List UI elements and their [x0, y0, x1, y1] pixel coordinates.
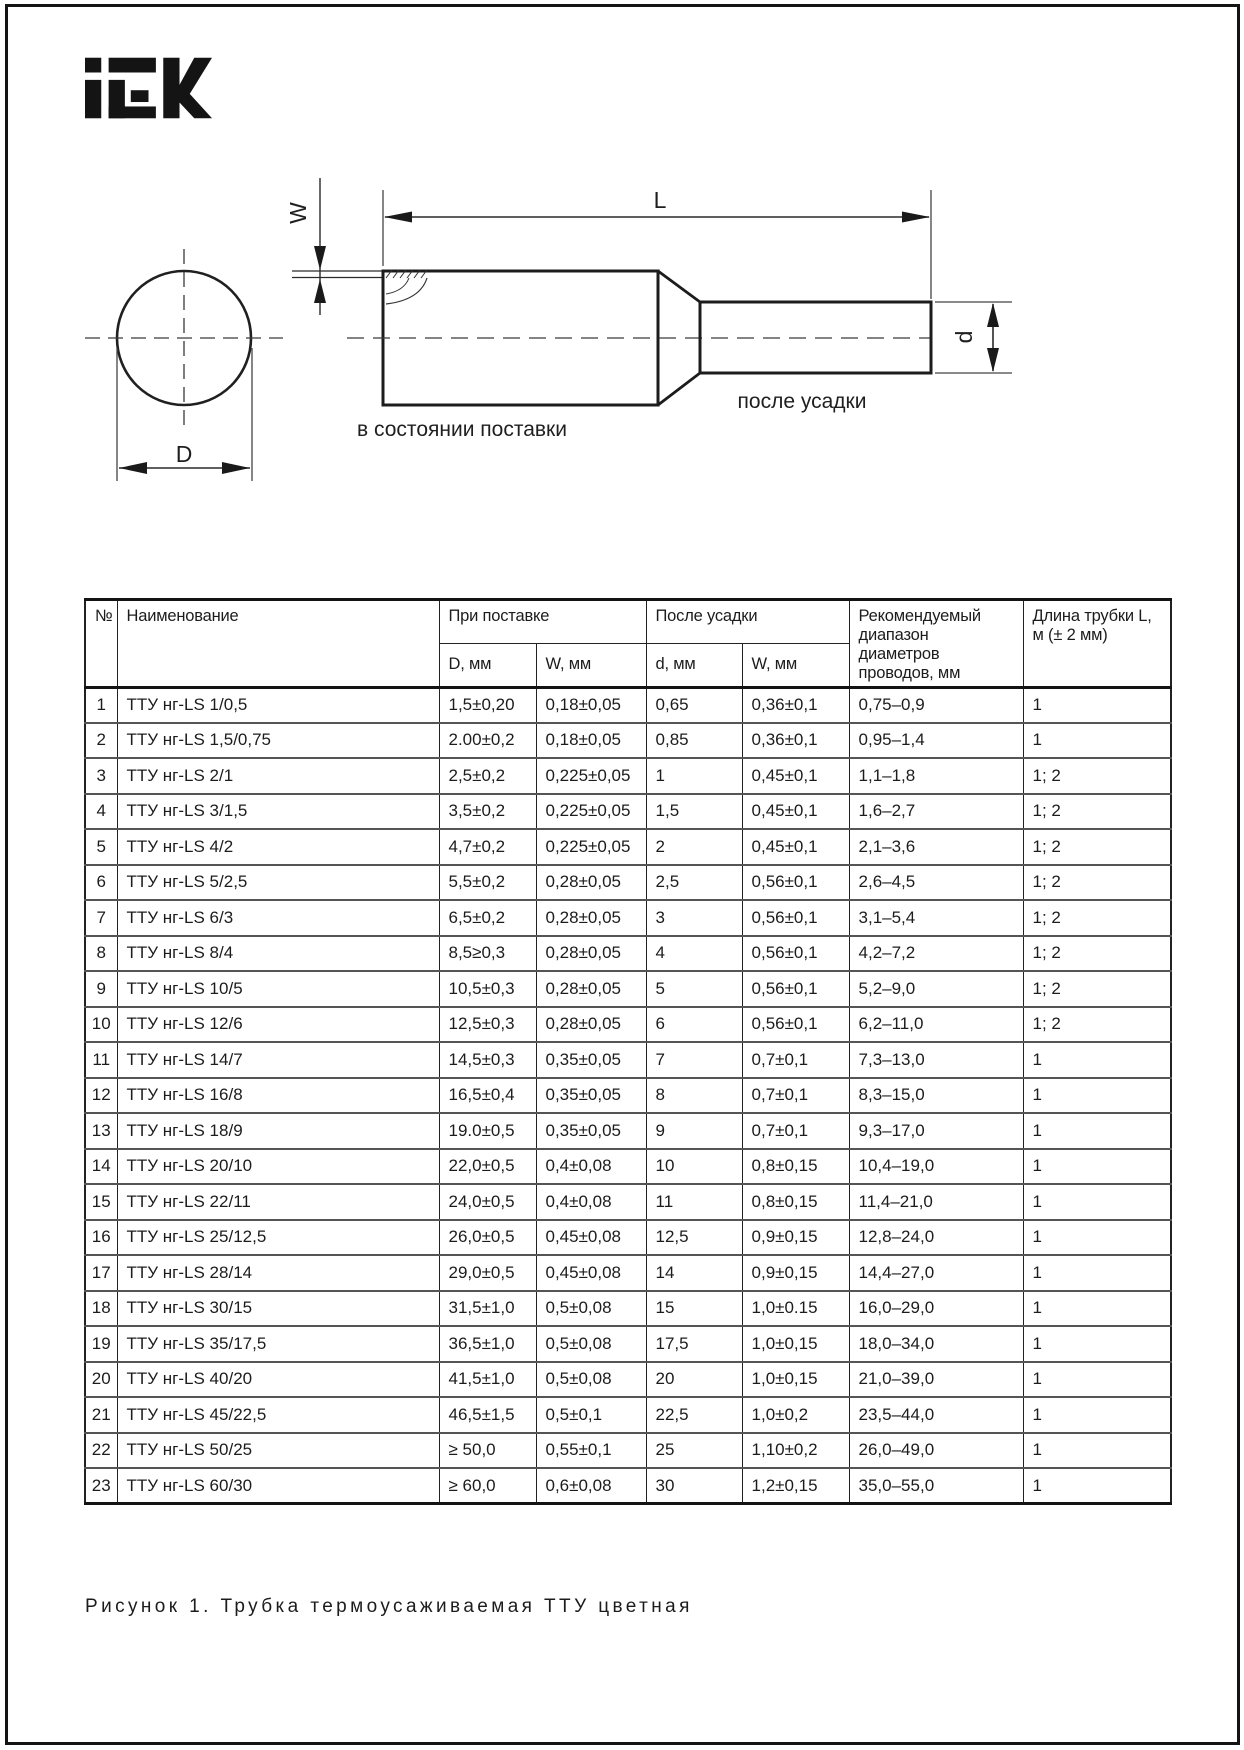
- cell-shrunk-d: 9: [646, 1113, 742, 1149]
- cell-shrunk-W: 0,36±0,1: [742, 723, 849, 759]
- cell-supply-D: 2.00±0,2: [439, 723, 536, 759]
- cell-length: 1: [1023, 1220, 1171, 1256]
- cell-shrunk-W: 0,45±0,1: [742, 829, 849, 865]
- cell-name: ТТУ нг-LS 2/1: [117, 758, 439, 794]
- cell-number: 4: [85, 794, 117, 830]
- cell-number: 16: [85, 1220, 117, 1256]
- table-row: [85, 936, 1171, 972]
- cell-name: ТТУ нг-LS 25/12,5: [117, 1220, 439, 1256]
- cell-supply-D: 14,5±0,3: [439, 1042, 536, 1078]
- cell-name: ТТУ нг-LS 30/15: [117, 1291, 439, 1327]
- cell-number: 2: [85, 723, 117, 759]
- cell-name: ТТУ нг-LS 16/8: [117, 1078, 439, 1114]
- tube-diagram: [0, 120, 1244, 620]
- cell-length: 1: [1023, 1149, 1171, 1185]
- cell-supply-D: ≥ 60,0: [439, 1468, 536, 1504]
- cell-number: 12: [85, 1078, 117, 1114]
- cell-supply-D: 8,5≥0,3: [439, 936, 536, 972]
- dimension-label-small-d: d: [951, 330, 977, 344]
- table-row: [85, 1468, 1171, 1504]
- cell-length: 1: [1023, 1291, 1171, 1327]
- cell-length: 1: [1023, 1468, 1171, 1504]
- cell-shrunk-W: 0,36±0,1: [742, 687, 849, 723]
- cell-supply-W: 0,28±0,05: [536, 1007, 646, 1043]
- cell-supply-D: 6,5±0,2: [439, 900, 536, 936]
- cell-wire-range: 35,0–55,0: [849, 1468, 1023, 1504]
- cell-shrunk-W: 0,7±0,1: [742, 1113, 849, 1149]
- table-body: [85, 687, 1171, 1504]
- cell-number: 1: [85, 687, 117, 723]
- cell-name: ТТУ нг-LS 1,5/0,75: [117, 723, 439, 759]
- cell-supply-W: 0,5±0,08: [536, 1362, 646, 1398]
- cell-wire-range: 10,4–19,0: [849, 1149, 1023, 1185]
- table-row: [85, 971, 1171, 1007]
- cell-shrunk-d: 1: [646, 758, 742, 794]
- cell-supply-W: 0,5±0,08: [536, 1291, 646, 1327]
- cell-supply-W: 0,45±0,08: [536, 1255, 646, 1291]
- cell-supply-D: 4,7±0,2: [439, 829, 536, 865]
- cell-name: ТТУ нг-LS 3/1,5: [117, 794, 439, 830]
- cell-length: 1: [1023, 1042, 1171, 1078]
- cell-supply-W: 0,5±0,1: [536, 1397, 646, 1433]
- table-row: [85, 687, 1171, 723]
- l-arrow-left: [384, 212, 412, 223]
- table-row: [85, 1007, 1171, 1043]
- cell-wire-range: 4,2–7,2: [849, 936, 1023, 972]
- table-row: [85, 1184, 1171, 1220]
- header-shrunk-group: После усадки: [646, 600, 849, 644]
- cell-supply-W: 0,6±0,08: [536, 1468, 646, 1504]
- cell-supply-D: 1,5±0,20: [439, 687, 536, 723]
- cell-shrunk-W: 0,9±0,15: [742, 1255, 849, 1291]
- header-shrunk-d: d, мм: [646, 644, 742, 687]
- cell-number: 10: [85, 1007, 117, 1043]
- cell-shrunk-d: 4: [646, 936, 742, 972]
- w-arrow-up: [314, 279, 326, 303]
- cell-shrunk-W: 1,0±0,15: [742, 1362, 849, 1398]
- figure-caption: Рисунок 1. Трубка термоусаживаемая ТТУ цветная: [85, 1596, 693, 1617]
- cell-wire-range: 0,75–0,9: [849, 687, 1023, 723]
- cell-shrunk-W: 0,56±0,1: [742, 900, 849, 936]
- cell-shrunk-W: 1,0±0.15: [742, 1291, 849, 1327]
- cell-supply-D: 29,0±0,5: [439, 1255, 536, 1291]
- cell-name: ТТУ нг-LS 45/22,5: [117, 1397, 439, 1433]
- cell-number: 18: [85, 1291, 117, 1327]
- cell-length: 1: [1023, 1184, 1171, 1220]
- cell-name: ТТУ нг-LS 8/4: [117, 936, 439, 972]
- table-row: [85, 1113, 1171, 1149]
- cell-number: 13: [85, 1113, 117, 1149]
- cell-shrunk-d: 15: [646, 1291, 742, 1327]
- d-arrow-left: [119, 462, 147, 474]
- cell-number: 11: [85, 1042, 117, 1078]
- cell-supply-W: 0,18±0,05: [536, 723, 646, 759]
- table-row: [85, 829, 1171, 865]
- table-header: [85, 600, 1171, 688]
- dimension-label-L: L: [653, 187, 667, 213]
- cell-supply-W: 0,28±0,05: [536, 865, 646, 901]
- cell-wire-range: 18,0–34,0: [849, 1326, 1023, 1362]
- cell-shrunk-W: 0,7±0,1: [742, 1042, 849, 1078]
- cell-wire-range: 26,0–49,0: [849, 1433, 1023, 1469]
- table-row: [85, 1397, 1171, 1433]
- cell-wire-range: 2,1–3,6: [849, 829, 1023, 865]
- cell-length: 1; 2: [1023, 1007, 1171, 1043]
- header-supply-group: При поставке: [439, 600, 646, 644]
- cell-length: 1: [1023, 1397, 1171, 1433]
- cell-supply-W: 0,225±0,05: [536, 829, 646, 865]
- spec-table: [84, 598, 1172, 1505]
- cell-supply-D: 46,5±1,5: [439, 1397, 536, 1433]
- cell-shrunk-W: 0,8±0,15: [742, 1149, 849, 1185]
- cell-name: ТТУ нг-LS 5/2,5: [117, 865, 439, 901]
- table-row: [85, 1255, 1171, 1291]
- cell-shrunk-d: 5: [646, 971, 742, 1007]
- cell-supply-D: 16,5±0,4: [439, 1078, 536, 1114]
- cell-wire-range: 1,6–2,7: [849, 794, 1023, 830]
- cell-length: 1; 2: [1023, 936, 1171, 972]
- cell-wire-range: 14,4–27,0: [849, 1255, 1023, 1291]
- cell-supply-W: 0,4±0,08: [536, 1184, 646, 1220]
- cell-length: 1; 2: [1023, 758, 1171, 794]
- table-row: [85, 1149, 1171, 1185]
- cell-supply-D: 26,0±0,5: [439, 1220, 536, 1256]
- taper-top: [658, 271, 700, 302]
- header-name: Наименование: [117, 600, 439, 688]
- cell-supply-D: 19.0±0,5: [439, 1113, 536, 1149]
- cell-number: 6: [85, 865, 117, 901]
- iek-logo-icon: [85, 56, 212, 120]
- table-row: [85, 1220, 1171, 1256]
- cell-wire-range: 12,8–24,0: [849, 1220, 1023, 1256]
- cell-number: 5: [85, 829, 117, 865]
- cell-number: 8: [85, 936, 117, 972]
- table-row: [85, 900, 1171, 936]
- cell-supply-D: 5,5±0,2: [439, 865, 536, 901]
- small-d-arrow-up: [987, 303, 999, 327]
- cell-shrunk-W: 0,56±0,1: [742, 971, 849, 1007]
- cell-wire-range: 16,0–29,0: [849, 1291, 1023, 1327]
- cell-name: ТТУ нг-LS 18/9: [117, 1113, 439, 1149]
- w-arrow-down: [314, 246, 326, 270]
- cell-supply-W: 0,28±0,05: [536, 936, 646, 972]
- cell-wire-range: 21,0–39,0: [849, 1362, 1023, 1398]
- cell-shrunk-W: 0,8±0,15: [742, 1184, 849, 1220]
- cell-supply-W: 0,35±0,05: [536, 1078, 646, 1114]
- dimension-label-D: D: [175, 441, 193, 467]
- cell-supply-D: ≥ 50,0: [439, 1433, 536, 1469]
- cell-shrunk-d: 2: [646, 829, 742, 865]
- cell-shrunk-d: 6: [646, 1007, 742, 1043]
- d-arrow-right: [222, 462, 250, 474]
- header-supply-D: D, мм: [439, 644, 536, 687]
- header-shrunk-W: W, мм: [742, 644, 849, 687]
- table-row: [85, 794, 1171, 830]
- cell-wire-range: 8,3–15,0: [849, 1078, 1023, 1114]
- cell-shrunk-d: 17,5: [646, 1326, 742, 1362]
- cell-supply-W: 0,35±0,05: [536, 1042, 646, 1078]
- cell-wire-range: 0,95–1,4: [849, 723, 1023, 759]
- cell-supply-W: 0,55±0,1: [536, 1433, 646, 1469]
- cell-shrunk-W: 0,9±0,15: [742, 1220, 849, 1256]
- cell-wire-range: 5,2–9,0: [849, 971, 1023, 1007]
- cell-name: ТТУ нг-LS 6/3: [117, 900, 439, 936]
- cell-wire-range: 9,3–17,0: [849, 1113, 1023, 1149]
- cell-shrunk-d: 11: [646, 1184, 742, 1220]
- cell-number: 23: [85, 1468, 117, 1504]
- header-supply-W: W, мм: [536, 644, 646, 687]
- cell-shrunk-d: 22,5: [646, 1397, 742, 1433]
- table-row: [85, 1042, 1171, 1078]
- cell-number: 9: [85, 971, 117, 1007]
- cell-supply-W: 0,5±0,08: [536, 1326, 646, 1362]
- cell-shrunk-W: 0,56±0,1: [742, 865, 849, 901]
- cell-name: ТТУ нг-LS 35/17,5: [117, 1326, 439, 1362]
- table-row: [85, 758, 1171, 794]
- cell-supply-D: 41,5±1,0: [439, 1362, 536, 1398]
- cell-name: ТТУ нг-LS 10/5: [117, 971, 439, 1007]
- cell-shrunk-d: 0,85: [646, 723, 742, 759]
- cell-supply-W: 0,45±0,08: [536, 1220, 646, 1256]
- cell-length: 1: [1023, 1433, 1171, 1469]
- cell-shrunk-W: 0,7±0,1: [742, 1078, 849, 1114]
- table-row: [85, 1078, 1171, 1114]
- cell-supply-W: 0,28±0,05: [536, 971, 646, 1007]
- cell-length: 1: [1023, 1255, 1171, 1291]
- cell-length: 1; 2: [1023, 865, 1171, 901]
- header-number: №: [85, 600, 117, 688]
- cell-number: 21: [85, 1397, 117, 1433]
- cell-shrunk-d: 3: [646, 900, 742, 936]
- dimension-label-W: W: [285, 202, 311, 224]
- cell-name: ТТУ нг-LS 12/6: [117, 1007, 439, 1043]
- cell-shrunk-d: 1,5: [646, 794, 742, 830]
- l-arrow-right: [902, 212, 930, 223]
- cell-wire-range: 6,2–11,0: [849, 1007, 1023, 1043]
- cell-supply-D: 12,5±0,3: [439, 1007, 536, 1043]
- cell-name: ТТУ нг-LS 20/10: [117, 1149, 439, 1185]
- cell-supply-W: 0,225±0,05: [536, 758, 646, 794]
- cell-name: ТТУ нг-LS 50/25: [117, 1433, 439, 1469]
- cell-shrunk-d: 25: [646, 1433, 742, 1469]
- cell-number: 20: [85, 1362, 117, 1398]
- cell-wire-range: 1,1–1,8: [849, 758, 1023, 794]
- cell-supply-W: 0,18±0,05: [536, 687, 646, 723]
- table-row: [85, 1326, 1171, 1362]
- small-d-arrow-down: [987, 348, 999, 372]
- cell-shrunk-W: 0,45±0,1: [742, 794, 849, 830]
- cell-length: 1; 2: [1023, 829, 1171, 865]
- cell-supply-W: 0,4±0,08: [536, 1149, 646, 1185]
- cell-shrunk-W: 1,10±0,2: [742, 1433, 849, 1469]
- cell-length: 1: [1023, 687, 1171, 723]
- cell-wire-range: 7,3–13,0: [849, 1042, 1023, 1078]
- cell-number: 14: [85, 1149, 117, 1185]
- cell-shrunk-d: 10: [646, 1149, 742, 1185]
- cell-name: ТТУ нг-LS 4/2: [117, 829, 439, 865]
- cell-length: 1: [1023, 1362, 1171, 1398]
- caption-supply-state: в состоянии поставки: [357, 418, 567, 441]
- cell-length: 1: [1023, 1078, 1171, 1114]
- cell-supply-W: 0,28±0,05: [536, 900, 646, 936]
- cell-wire-range: 11,4–21,0: [849, 1184, 1023, 1220]
- cell-length: 1; 2: [1023, 794, 1171, 830]
- cell-number: 22: [85, 1433, 117, 1469]
- cell-length: 1; 2: [1023, 900, 1171, 936]
- cell-name: ТТУ нг-LS 22/11: [117, 1184, 439, 1220]
- cell-shrunk-d: 30: [646, 1468, 742, 1504]
- cell-shrunk-d: 8: [646, 1078, 742, 1114]
- taper-bottom: [658, 373, 700, 405]
- cell-shrunk-d: 12,5: [646, 1220, 742, 1256]
- cell-supply-D: 22,0±0,5: [439, 1149, 536, 1185]
- cell-shrunk-W: 0,56±0,1: [742, 1007, 849, 1043]
- wall-cut-curve-inner: [386, 278, 409, 294]
- cell-supply-D: 31,5±1,0: [439, 1291, 536, 1327]
- cell-length: 1: [1023, 723, 1171, 759]
- cell-name: ТТУ нг-LS 1/0,5: [117, 687, 439, 723]
- cell-supply-W: 0,35±0,05: [536, 1113, 646, 1149]
- cell-number: 17: [85, 1255, 117, 1291]
- cell-wire-range: 2,6–4,5: [849, 865, 1023, 901]
- caption-after-shrink: после усадки: [737, 390, 867, 413]
- cell-supply-D: 3,5±0,2: [439, 794, 536, 830]
- cell-shrunk-d: 7: [646, 1042, 742, 1078]
- cell-shrunk-W: 0,45±0,1: [742, 758, 849, 794]
- table-row: [85, 865, 1171, 901]
- cell-length: 1; 2: [1023, 971, 1171, 1007]
- cell-number: 19: [85, 1326, 117, 1362]
- cell-name: ТТУ нг-LS 40/20: [117, 1362, 439, 1398]
- header-wire-range: Рекомендуемый диапазон диаметров проводов, мм: [849, 600, 1023, 688]
- table-row: [85, 1362, 1171, 1398]
- cell-shrunk-d: 0,65: [646, 687, 742, 723]
- header-tube-length: Длина трубки L, м (± 2 мм): [1023, 600, 1171, 688]
- cell-shrunk-d: 2,5: [646, 865, 742, 901]
- cell-name: ТТУ нг-LS 14/7: [117, 1042, 439, 1078]
- cell-name: ТТУ нг-LS 60/30: [117, 1468, 439, 1504]
- cell-wire-range: 3,1–5,4: [849, 900, 1023, 936]
- cell-supply-D: 36,5±1,0: [439, 1326, 536, 1362]
- table-row: [85, 1291, 1171, 1327]
- cell-shrunk-W: 0,56±0,1: [742, 936, 849, 972]
- cell-length: 1: [1023, 1113, 1171, 1149]
- table-row: [85, 1433, 1171, 1469]
- cell-supply-D: 10,5±0,3: [439, 971, 536, 1007]
- cell-shrunk-W: 1,0±0,15: [742, 1326, 849, 1362]
- cell-supply-D: 2,5±0,2: [439, 758, 536, 794]
- cell-number: 3: [85, 758, 117, 794]
- cell-number: 15: [85, 1184, 117, 1220]
- cell-supply-D: 24,0±0,5: [439, 1184, 536, 1220]
- cell-length: 1: [1023, 1326, 1171, 1362]
- cell-name: ТТУ нг-LS 28/14: [117, 1255, 439, 1291]
- cell-shrunk-d: 20: [646, 1362, 742, 1398]
- cell-wire-range: 23,5–44,0: [849, 1397, 1023, 1433]
- cell-number: 7: [85, 900, 117, 936]
- table-row: [85, 723, 1171, 759]
- cell-shrunk-W: 1,2±0,15: [742, 1468, 849, 1504]
- cell-supply-W: 0,225±0,05: [536, 794, 646, 830]
- cell-shrunk-d: 14: [646, 1255, 742, 1291]
- cell-shrunk-W: 1,0±0,2: [742, 1397, 849, 1433]
